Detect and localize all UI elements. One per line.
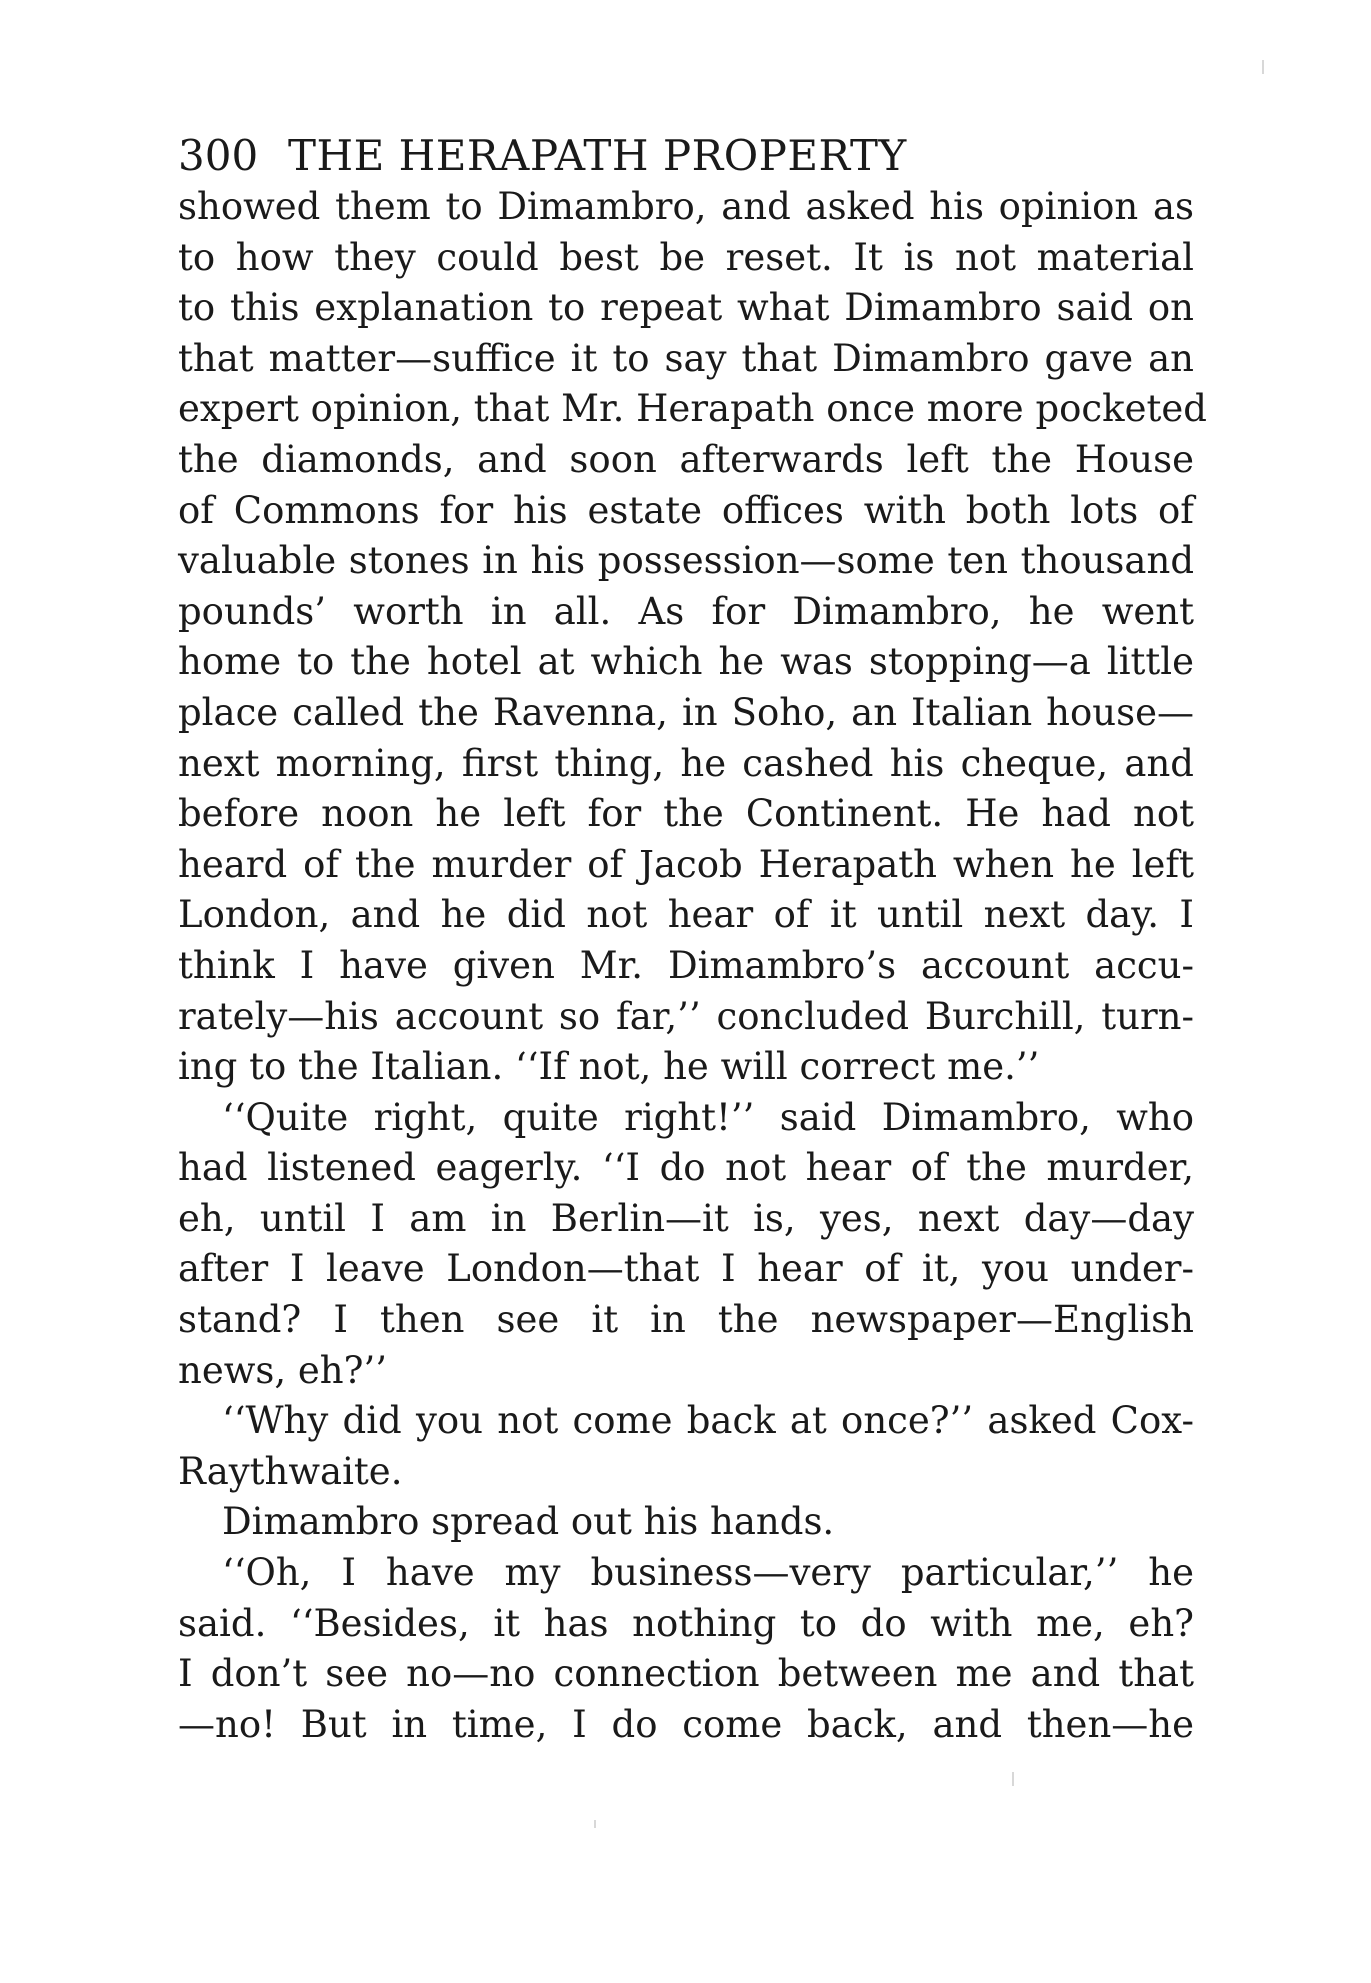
text-line: to this explanation to repeat what Dimambro said on	[178, 286, 1194, 330]
body-text	[178, 182, 1207, 1750]
text-line: after I leave London—that I hear of it, you under-	[178, 1247, 1194, 1291]
text-line: showed them to Dimambro, and asked his opinion as	[178, 185, 1194, 228]
running-head	[178, 130, 1194, 182]
text-line: eh, until I am in Berlin—it is, yes, next day—day	[178, 1196, 1194, 1240]
book-page	[178, 130, 1207, 1750]
text-line: said. ‘‘Besides, it has nothing to do with me, eh?	[178, 1601, 1194, 1645]
text-line: pounds’ worth in all. As for Dimambro, he went	[178, 589, 1194, 633]
text-line: rately—his account so far,’’ concluded Burchill, turn-	[178, 994, 1194, 1038]
text-line: that matter—suffice it to say that Dimambro gave an	[178, 336, 1194, 380]
scan-mark	[1012, 1772, 1014, 1786]
text-line: Raythwaite.	[178, 1449, 403, 1493]
text-line: I don’t see no—no connection between me and that	[178, 1652, 1194, 1696]
text-line: valuable stones in his possession—some ten thousand	[178, 539, 1194, 583]
text-line: —no! But in time, I do come back, and then—he	[178, 1702, 1194, 1746]
text-line: London, and he did not hear of it until next day. I	[178, 893, 1194, 937]
text-line: ing to the Italian. ‘‘If not, he will correct me.’’	[178, 1045, 1040, 1089]
text-line: heard of the murder of Jacob Herapath when he left	[178, 842, 1194, 886]
text-line: next morning, first thing, he cashed his cheque, and	[178, 741, 1194, 785]
text-line: expert opinion, that Mr. Herapath once more pocketed	[178, 387, 1207, 431]
book-title: THE HERAPATH PROPERTY	[288, 131, 907, 180]
text-line: had listened eagerly. ‘‘I do not hear of the murder,	[178, 1146, 1194, 1190]
text-line: ‘‘Quite right, quite right!’’ said Dimambro, who	[222, 1095, 1194, 1139]
text-line: stand? I then see it in the newspaper—English	[178, 1298, 1194, 1342]
text-line: home to the hotel at which he was stopping—a little	[178, 640, 1194, 684]
text-line: to how they could best be reset. It is not material	[178, 235, 1194, 279]
scan-mark	[594, 1820, 596, 1828]
text-line: news, eh?’’	[178, 1348, 387, 1392]
text-line: place called the Ravenna, in Soho, an Italian house—	[178, 690, 1194, 734]
text-line: think I have given Mr. Dimambro’s account accu-	[178, 943, 1194, 987]
text-line: before noon he left for the Continent. He had not	[178, 792, 1194, 836]
text-line: ‘‘Oh, I have my business—very particular,’’ he	[222, 1551, 1194, 1595]
text-line: ‘‘Why did you not come back at once?’’ asked Cox-	[222, 1399, 1194, 1443]
scan-mark	[1262, 60, 1264, 74]
text-line: of Commons for his estate offices with both lots of	[178, 488, 1194, 532]
text-line: Dimambro spread out his hands.	[222, 1500, 835, 1544]
text-line: the diamonds, and soon afterwards left the House	[178, 437, 1194, 481]
page-number: 300	[178, 131, 259, 180]
